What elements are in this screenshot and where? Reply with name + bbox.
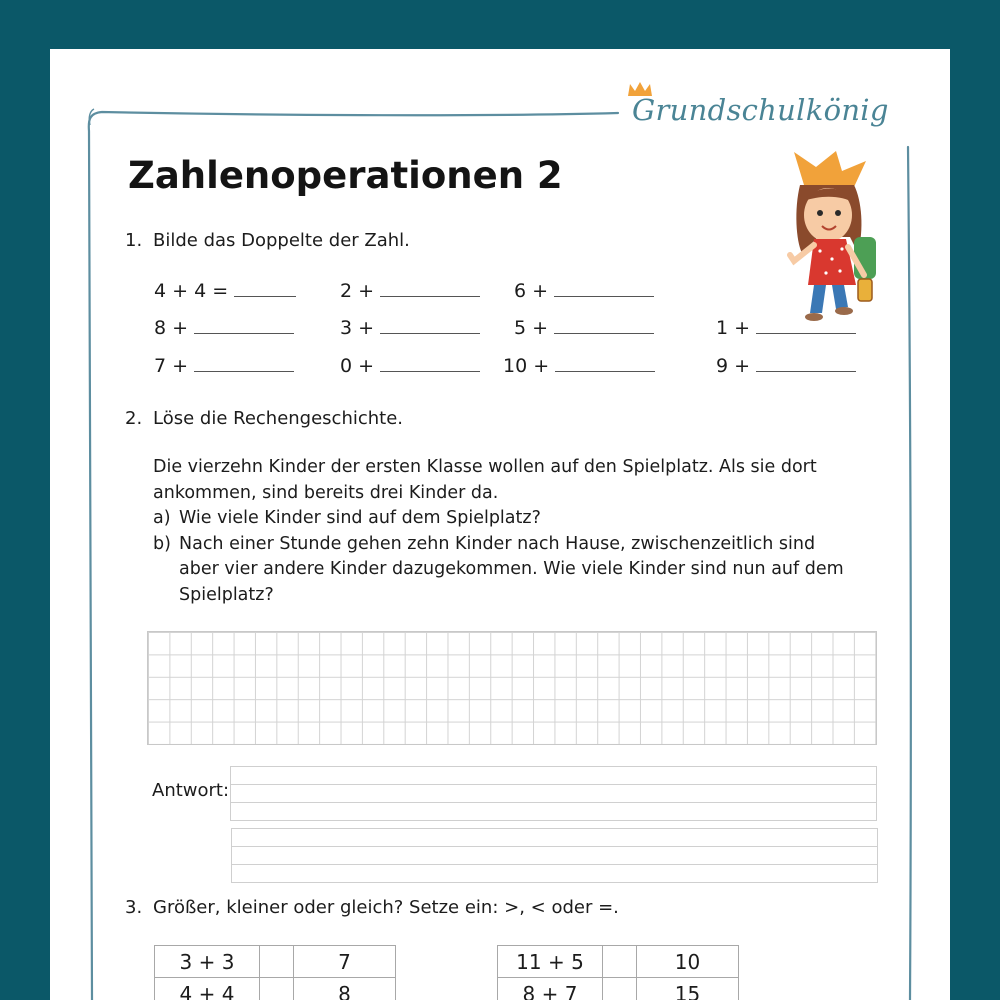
question-3-heading [125,897,619,918]
exercise-item: 10 + [503,355,655,377]
exercise-item: 9 + [716,355,856,377]
subquestion-b-text: Nach einer Stunde gehen zehn Kinder nach Hause, zwischenzeitlich sind aber vier andere Kinder dazugekommen. Wie viele Kinder sind nun auf dem Spielplatz? [179,533,844,605]
answer-label: Antwort: [152,780,230,801]
comparison-answer-cell[interactable] [260,946,294,978]
question-1-heading [125,230,410,251]
answer-blank[interactable] [554,282,654,297]
table-row [498,946,739,978]
answer-blank[interactable] [194,319,294,334]
answer-blank[interactable] [380,319,480,334]
question-3-number: 3. [125,897,143,918]
answer-blank[interactable] [555,357,655,372]
comparison-answer-cell[interactable] [603,978,637,1000]
comparison-answer-cell[interactable] [260,978,294,1000]
answer-blank[interactable] [554,319,654,334]
answer-blank[interactable] [380,282,480,297]
comparison-table-left [154,945,396,1000]
exercise-item: 1 + [716,317,856,339]
exercise-item: 7 + [154,355,294,377]
page-title: Zahlenoperationen 2 [128,154,563,197]
answer-blank[interactable] [380,357,480,372]
answer-lines-1[interactable] [230,766,877,821]
exercise-item: 0 + [340,355,480,377]
expression-cell: 4 + 4 [155,978,260,1000]
worksheet [50,49,950,1000]
subquestion-a [153,506,853,532]
table-row [498,978,739,1000]
brand-logo-text: Grundschulkönig [632,93,889,127]
story-text: Die vierzehn Kinder der ersten Klasse wollen auf den Spielplatz. Als sie dort ankommen, sind bereits drei Kinder da. [153,457,817,503]
comparison-answer-cell[interactable] [603,946,637,978]
question-2-number: 2. [125,408,143,429]
value-cell: 10 [637,946,739,978]
question-2-instruction: Löse die Rechengeschichte. [153,408,404,429]
exercise-item: 4 + 4 = [154,280,296,302]
question-1-number: 1. [125,230,143,251]
exercise-item: 8 + [154,317,294,339]
word-problem [153,455,853,608]
question-2-heading [125,408,403,429]
answer-blank[interactable] [194,357,294,372]
subquestion-a-text: Wie viele Kinder sind auf dem Spielplatz? [179,508,541,528]
expression-cell: 11 + 5 [498,946,603,978]
value-cell: 7 [294,946,396,978]
comparison-table-right [497,945,739,1000]
exercise-item: 5 + [514,317,654,339]
expression-cell: 3 + 3 [155,946,260,978]
table-row [155,946,396,978]
answer-blank[interactable] [234,282,296,297]
exercise-item: 6 + [514,280,654,302]
answer-blank[interactable] [756,357,856,372]
value-cell: 8 [294,978,396,1000]
calculation-grid[interactable] [147,631,877,745]
question-3-instruction: Größer, kleiner oder gleich? Setze ein: >, < oder =. [153,897,619,918]
subquestion-b-label: b) [153,533,171,554]
subquestion-a-label: a) [153,508,171,528]
question-1-instruction: Bilde das Doppelte der Zahl. [153,230,410,251]
subquestion-b [153,532,853,609]
answer-lines-2[interactable] [231,828,878,883]
exercise-item: 2 + [340,280,480,302]
value-cell: 15 [637,978,739,1000]
answer-blank[interactable] [756,319,856,334]
table-row [155,978,396,1000]
exercise-item: 3 + [340,317,480,339]
expression-cell: 8 + 7 [498,978,603,1000]
child-illustration [780,149,890,324]
